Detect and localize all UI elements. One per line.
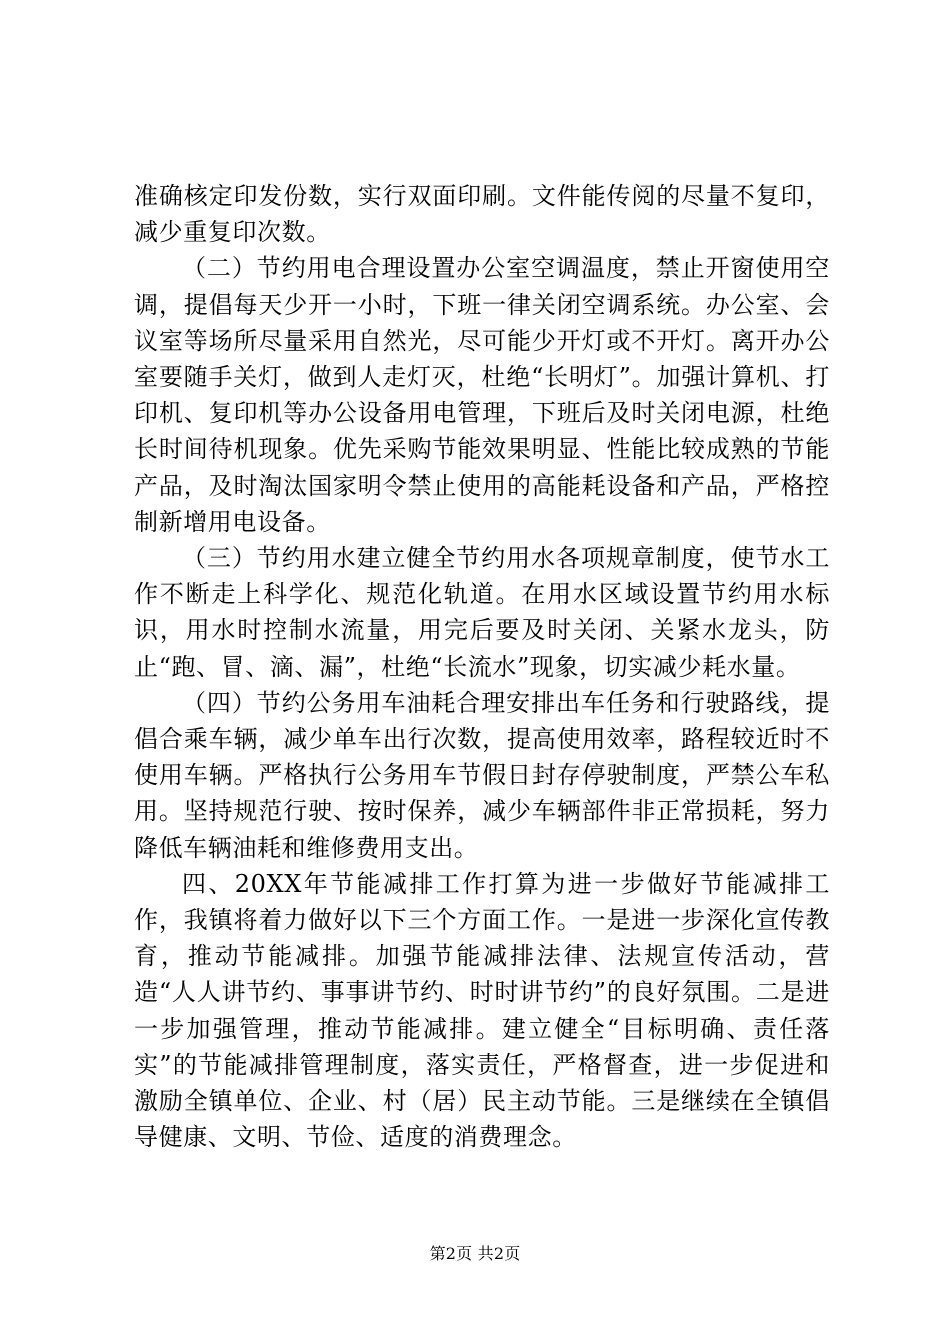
page-number-label: 第2页 共2页 <box>429 1244 521 1263</box>
page-number-footer <box>0 1243 950 1265</box>
paragraph-vehicle-fuel-saving: （四）节约公务用车油耗合理安排出车任务和行驶路线，提倡合乘车辆，减少单车出行次数，提高使用效率，路程较近时不使用车辆。严格执行公务用车节假日封存停驶制度，严禁公车私用。坚持规范行驶、按时保养，减少车辆部件非正常损耗，努力降低车辆油耗和维修费用支出。 <box>134 688 830 862</box>
paragraph-energy-work-plan: 四、20XX年节能减排工作打算为进一步做好节能减排工作，我镇将着力做好以下三个方面工作。一是进一步深化宣传教育，推动节能减排。加强节能减排法律、法规宣传活动，营造“人人讲节约、事事讲节约、时时讲节约”的良好氛围。二是进一步加强管理，推动节能减排。建立健全“目标明确、责任落实”的节能减排管理制度，落实责任，严格督查，进一步促进和激励全镇单位、企业、村（居）民主动节能。三是继续在全镇倡导健康、文明、节俭、适度的消费理念。 <box>134 869 830 1152</box>
paragraph-electricity-saving: （二）节约用电合理设置办公室空调温度，禁止开窗使用空调，提倡每天少开一小时，下班一律关闭空调系统。办公室、会议室等场所尽量采用自然光，尽可能少开灯或不开灯。离开办公室要随手关灯，做到人走灯灭，杜绝“长明灯”。加强计算机、打印机、复印机等办公设备用电管理，下班后及时关闭电源，杜绝长时间待机现象。优先采购节能效果明显、性能比较成熟的节能产品，及时淘汰国家明令禁止使用的高能耗设备和产品，严格控制新增用电设备。 <box>134 254 830 536</box>
paragraph-water-saving: （三）节约用水建立健全节约用水各项规章制度，使节水工作不断走上科学化、规范化轨道。在用水区域设置节约用水标识，用水时控制水流量，用完后要及时关闭、关紧水龙头，防止“跑、冒、滴、漏”，杜绝“长流水”现象，切实减少耗水量。 <box>134 544 830 681</box>
paragraph-printing: 准确核定印发份数，实行双面印刷。文件能传阅的尽量不复印，减少重复印次数。 <box>134 182 830 247</box>
document-body <box>134 178 830 1155</box>
